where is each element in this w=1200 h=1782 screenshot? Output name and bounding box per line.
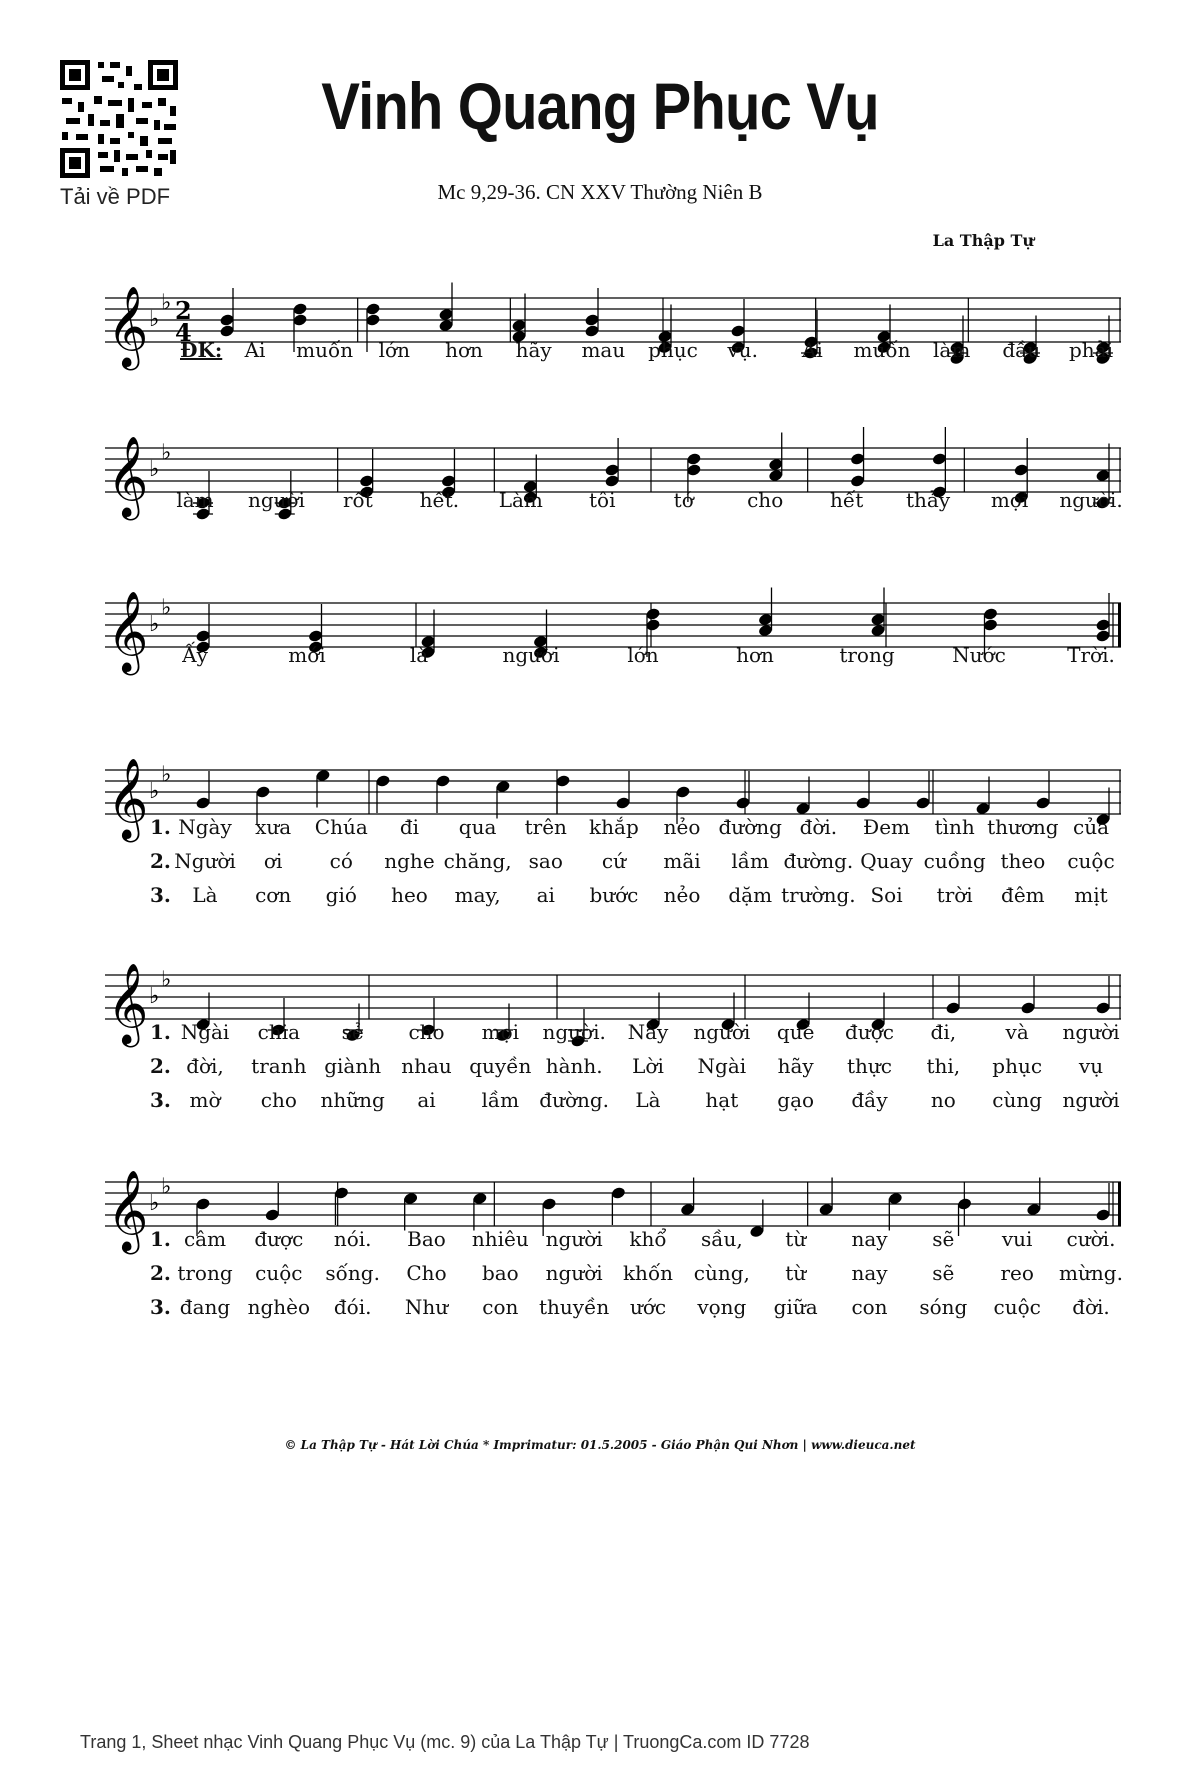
lyric-syllable: mờ [189, 1088, 221, 1112]
lyric-syllable: Ngày [178, 815, 232, 839]
lyric-syllable: gạo [777, 1088, 815, 1112]
lyric-syllable: đang [179, 1295, 231, 1319]
lyric-syllable: người [247, 488, 305, 512]
lyric-syllable: cơn [255, 883, 292, 907]
lyric-syllable: phục [648, 338, 698, 362]
lyric-syllable: đói. [333, 1295, 372, 1319]
lyric-syllable: ai [417, 1088, 436, 1112]
lyric-syllable: quyền [469, 1054, 532, 1078]
treble-clef-icon: 𝄞 [107, 1169, 149, 1251]
lyric-syllable: trong [177, 1261, 233, 1285]
flat-icon: ♭ [149, 457, 160, 482]
lyric-syllable: mịt [1074, 883, 1108, 907]
lyric-syllable: câm [183, 1227, 227, 1251]
lyric-syllable: tớ [673, 488, 694, 512]
lyric-syllable: Ai [801, 338, 823, 362]
time-signature-bottom: 4 [175, 318, 192, 347]
lyric-line [105, 488, 1121, 516]
lyric-syllable: hết. [419, 488, 460, 512]
verse-number: 2. [150, 849, 171, 873]
lyric-syllable: ai [536, 883, 555, 907]
scripture-reference: Mc 9,29-36. CN XXV Thường Niên B [437, 180, 763, 204]
verse-number: 2. [150, 1054, 171, 1078]
lyric-syllable: nẻo [663, 883, 701, 907]
verse-number: 3. [150, 1088, 171, 1112]
lyric-line [105, 1020, 1121, 1048]
verse-number: 1. [150, 815, 171, 839]
lyric-syllable: cuồng [923, 849, 986, 873]
lyric-syllable: heo [391, 883, 428, 907]
lyric-syllable: sóng [919, 1295, 968, 1319]
lyric-syllable: thuyền [539, 1295, 610, 1319]
flat-icon: ♭ [149, 1191, 160, 1216]
flat-icon: ♭ [149, 984, 160, 1009]
lyric-syllable: đầu [1002, 338, 1041, 362]
lyric-syllable: phục [992, 1054, 1043, 1078]
song-title: Vinh Quang Phục Vụ [321, 69, 879, 143]
lyric-syllable: Bao [407, 1227, 446, 1251]
lyric-syllable: Soi [870, 883, 903, 907]
verse-number: 1. [150, 1020, 171, 1044]
lyric-syllable: trên [524, 815, 567, 839]
lyric-syllable: cuộc [993, 1295, 1041, 1319]
lyric-syllable: đêm [1001, 883, 1045, 907]
lyric-syllable: đời. [799, 815, 838, 839]
lyric-syllable: hơn [736, 643, 774, 667]
flat-icon: ♭ [161, 440, 172, 466]
lyric-syllable: đời, [186, 1054, 224, 1078]
lyric-syllable: lớn [627, 643, 659, 667]
lyric-syllable: người [1062, 1020, 1120, 1044]
verse-number: 3. [150, 1295, 171, 1319]
lyric-syllable: làm [176, 488, 214, 512]
lyric-syllable: nhau [401, 1054, 452, 1078]
lyric-syllable: Trời. [1067, 643, 1115, 667]
lyric-syllable: muốn [853, 338, 911, 362]
lyric-syllable: mãi [663, 849, 701, 873]
lyric-syllable: có [329, 849, 353, 873]
lyric-syllable: què [776, 1020, 815, 1044]
lyric-syllable: no [930, 1088, 956, 1112]
lyric-syllable: hạt [705, 1088, 739, 1112]
page-footer: Trang 1, Sheet nhạc Vinh Quang Phục Vụ (mc. 9) của La Thập Tự | TruongCa.com ID 7728 [80, 1732, 810, 1752]
lyric-syllable: giữa [773, 1295, 818, 1319]
lyric-syllable: thương [987, 815, 1059, 839]
lyric-syllable: mới [288, 643, 326, 667]
lyric-syllable: đi, [930, 1020, 957, 1044]
lyric-syllable: tình [934, 815, 975, 839]
lyric-syllable: thực [847, 1054, 892, 1078]
lyric-syllable: trong [839, 643, 895, 667]
lyric-line [105, 338, 1121, 366]
treble-clef-icon: 𝄞 [107, 285, 149, 367]
lyric-syllable: nghèo [247, 1295, 311, 1319]
lyric-syllable: Ngài [180, 1020, 230, 1044]
lyric-syllable: cứ [601, 849, 626, 873]
lyric-syllable: đời. [1072, 1295, 1110, 1319]
lyric-syllable: Chúa [314, 815, 368, 839]
lyric-syllable: đường [718, 815, 782, 839]
lyric-syllable: Lời [632, 1054, 664, 1078]
verse-number: 1. [150, 1227, 171, 1251]
lyric-syllable: hành. [545, 1054, 603, 1078]
lyric-syllable: sao [528, 849, 563, 873]
lyric-syllable: mọi [481, 1020, 520, 1044]
lyric-syllable: vui [1001, 1227, 1033, 1251]
time-signature-top: 2 [175, 296, 192, 325]
lyric-line [105, 1227, 1121, 1255]
lyric-syllable: dặm [728, 883, 773, 907]
lyric-syllable: người [545, 1227, 603, 1251]
lyric-syllable: Người [174, 849, 236, 873]
lyric-syllable: người [693, 1020, 751, 1044]
lyric-syllable: cho [260, 1088, 297, 1112]
lyric-syllable: con [482, 1295, 519, 1319]
lyric-syllable: ước [629, 1295, 667, 1319]
lyric-syllable: mừng. [1059, 1261, 1123, 1285]
lyric-syllable: từ [785, 1227, 807, 1251]
lyric-syllable: sẻ [341, 1020, 364, 1044]
lyric-syllable: chia [257, 1020, 301, 1044]
flat-icon: ♭ [161, 290, 172, 316]
lyric-syllable: phải [1068, 338, 1114, 362]
lyric-syllable: sống. [325, 1261, 380, 1285]
lyric-syllable: chăng, [443, 849, 512, 873]
lyric-syllable: nhiêu [471, 1227, 529, 1251]
lyric-syllable: người [1062, 1088, 1120, 1112]
lyric-syllable: trường. [781, 883, 856, 907]
lyric-syllable: người. [542, 1020, 606, 1044]
lyric-syllable: thi, [926, 1054, 961, 1078]
lyric-syllable: được [845, 1020, 894, 1044]
lyric-line [105, 815, 1121, 843]
flat-icon: ♭ [149, 612, 160, 637]
lyric-syllable: bao [481, 1261, 519, 1285]
lyric-syllable: khắp [589, 815, 639, 839]
lyric-syllable: cùng [992, 1088, 1043, 1112]
lyric-line [105, 1054, 1121, 1082]
lyric-line [105, 1295, 1121, 1323]
verse-number: 2. [150, 1261, 171, 1285]
lyric-syllable: hãy [777, 1054, 814, 1078]
lyric-syllable: tranh [251, 1054, 307, 1078]
lyric-syllable: Đem [863, 815, 911, 839]
lyric-line [105, 883, 1121, 911]
lyric-syllable: rốt [342, 488, 373, 512]
lyric-syllable: đường. [539, 1088, 610, 1112]
lyric-syllable: đầy [851, 1088, 888, 1112]
lyric-syllable: lầm [481, 1088, 520, 1112]
lyric-syllable: nay [851, 1261, 888, 1285]
treble-clef-icon: 𝄞 [107, 590, 149, 672]
lyric-syllable: Quay [860, 849, 913, 873]
flat-icon: ♭ [161, 595, 172, 621]
lyric-syllable: Nước [952, 643, 1006, 667]
flat-icon: ♭ [161, 967, 172, 993]
lyric-syllable: sầu, [700, 1227, 743, 1251]
lyric-syllable: lớn [378, 338, 410, 362]
lyric-syllable: hết [830, 488, 864, 512]
lyric-syllable: làm [933, 338, 971, 362]
lyric-syllable: người. [1059, 488, 1123, 512]
lyric-syllable: mau [581, 338, 626, 362]
lyric-syllable: Như [404, 1295, 449, 1319]
lyric-syllable: lầm [731, 849, 770, 873]
flat-icon: ♭ [149, 779, 160, 804]
lyric-syllable: hãy [515, 338, 552, 362]
lyric-syllable: sẽ [932, 1261, 955, 1285]
lyric-syllable: sẽ [932, 1227, 955, 1251]
lyric-syllable: cuộc [1067, 849, 1115, 873]
lyric-syllable: cùng, [693, 1261, 750, 1285]
download-pdf-label[interactable]: Tải về PDF [60, 184, 171, 209]
lyric-syllable: của [1072, 815, 1110, 839]
lyric-syllable: khốn [622, 1261, 674, 1285]
lyric-syllable: đường. [783, 849, 854, 873]
lyric-syllable: được [254, 1227, 304, 1251]
lyric-syllable: những [320, 1088, 385, 1112]
lyric-syllable: nói. [333, 1227, 372, 1251]
treble-clef-icon: 𝄞 [107, 962, 149, 1044]
lyric-syllable: reo [1000, 1261, 1034, 1285]
lyric-syllable: Này [627, 1020, 669, 1044]
lyric-syllable: người [545, 1261, 603, 1285]
treble-clef-icon: 𝄞 [107, 435, 149, 517]
lyric-syllable: đi [399, 815, 420, 839]
lyric-syllable: cười. [1066, 1227, 1116, 1251]
lyric-syllable: hơn [445, 338, 483, 362]
lyric-syllable: Làm [498, 488, 543, 512]
lyric-syllable: cho [747, 488, 784, 512]
lyric-syllable: Ngài [697, 1054, 747, 1078]
lyric-syllable: Cho [406, 1261, 447, 1285]
lyric-syllable: thảy [906, 488, 951, 512]
lyric-syllable: bước [589, 883, 639, 907]
composer-name: La Thập Tự [932, 231, 1034, 250]
lyric-syllable: vụ [1078, 1054, 1104, 1078]
lyric-line [105, 1088, 1121, 1116]
treble-clef-icon: 𝄞 [107, 757, 149, 839]
flat-icon: ♭ [149, 307, 160, 332]
lyric-syllable: theo [1000, 849, 1046, 873]
lyric-line [105, 1261, 1121, 1289]
flat-icon: ♭ [161, 762, 172, 788]
lyric-syllable: vọng [697, 1295, 747, 1319]
lyric-syllable: trời [936, 883, 973, 907]
lyric-syllable: vụ. [727, 338, 758, 362]
refrain-label: ĐK: [180, 338, 223, 362]
copyright-credit: © La Thập Tự - Hát Lời Chúa * Imprimatur: 01.5.2005 - Giáo Phận Qui Nhơn | www.dieuca.net [284, 1438, 916, 1452]
lyric-syllable: gió [325, 883, 357, 907]
lyric-syllable: qua [458, 815, 497, 839]
lyric-syllable: người [502, 643, 560, 667]
lyric-syllable: từ [785, 1261, 807, 1285]
verse-number: 3. [150, 883, 171, 907]
lyric-syllable: cho [408, 1020, 445, 1044]
lyric-line [105, 849, 1121, 877]
flat-icon: ♭ [161, 1174, 172, 1200]
lyric-syllable: cuộc [255, 1261, 303, 1285]
lyric-syllable: Ai [244, 338, 266, 362]
lyric-syllable: giành [324, 1054, 382, 1078]
lyric-line [105, 643, 1121, 671]
lyric-syllable: Là [635, 1088, 661, 1112]
lyric-syllable: may, [454, 883, 501, 907]
lyric-syllable: mọi [990, 488, 1029, 512]
lyric-syllable: con [851, 1295, 888, 1319]
lyric-syllable: ơi [263, 849, 283, 873]
lyric-syllable: là [409, 643, 429, 667]
lyric-syllable: nay [851, 1227, 888, 1251]
lyric-syllable: khổ [629, 1227, 667, 1251]
lyric-syllable: muốn [296, 338, 354, 362]
lyric-syllable: xưa [255, 815, 292, 839]
lyric-syllable: tôi [589, 488, 616, 512]
lyric-syllable: nẻo [663, 815, 701, 839]
lyric-syllable: và [1005, 1020, 1029, 1044]
lyric-syllable: Là [192, 883, 218, 907]
lyric-syllable: Ấy [182, 643, 208, 667]
lyric-syllable: nghe [384, 849, 435, 873]
